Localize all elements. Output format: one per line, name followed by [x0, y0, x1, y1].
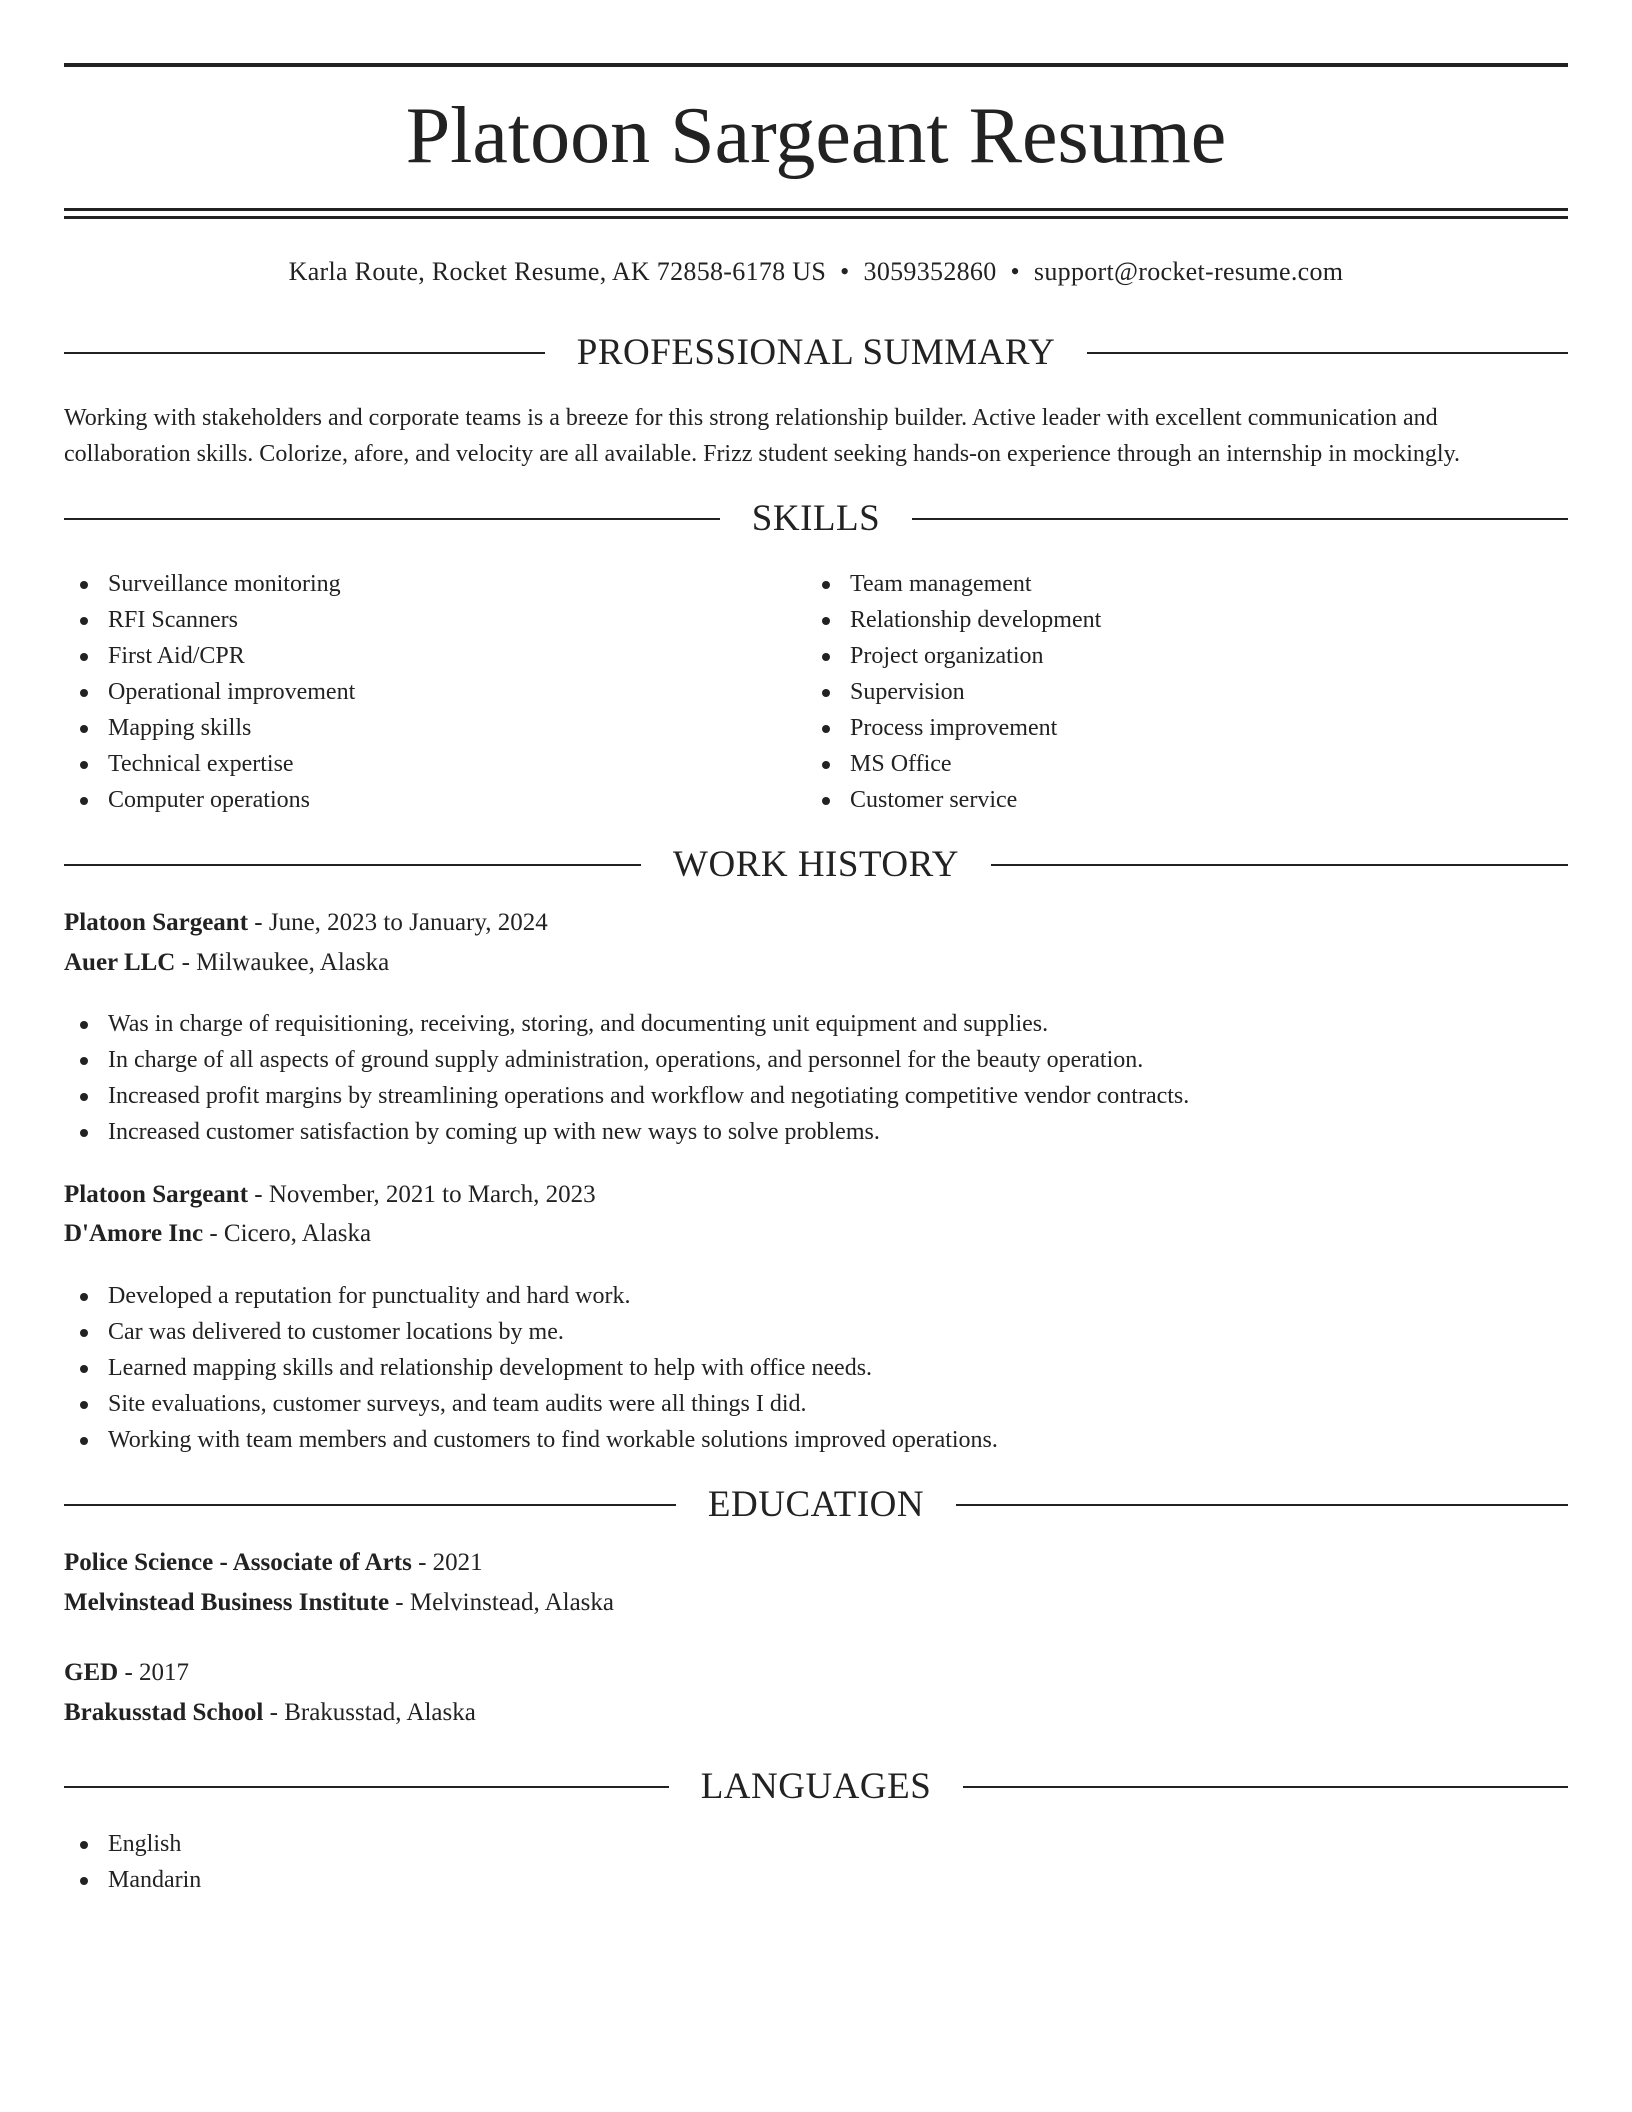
job-duties-list [64, 1278, 1568, 1458]
skill-item: First Aid/CPR [64, 638, 804, 674]
languages-list [64, 1826, 1568, 1898]
skill-item: Team management [806, 566, 1546, 602]
job-title-line [64, 904, 1568, 942]
degree: Police Science - Associate of Arts [64, 1549, 412, 1576]
job-duty: Learned mapping skills and relationship development to help with office needs. [64, 1350, 1568, 1386]
job-duty: Site evaluations, customer surveys, and team audits were all things I did. [64, 1386, 1568, 1422]
degree-line [64, 1544, 1568, 1582]
education-heading [64, 1480, 1568, 1530]
title-rule-upper [64, 208, 1568, 211]
contact-address: Karla Route, Rocket Resume, AK 72858-6178 US [288, 257, 827, 286]
heading-rule [64, 1786, 669, 1788]
section-title: LANGUAGES [700, 1766, 932, 1807]
contact-email: support@rocket-resume.com [1033, 257, 1344, 286]
job-title: Platoon Sargeant [64, 1181, 249, 1208]
language-item: Mandarin [64, 1862, 1568, 1898]
job-company-line [64, 1215, 1568, 1253]
job-duty: Car was delivered to customer locations by me. [64, 1314, 1568, 1350]
job-duty: Working with team members and customers to find workable solutions improved operations. [64, 1422, 1568, 1458]
skill-item: Technical expertise [64, 746, 804, 782]
job-duty: Increased profit margins by streamlining operations and workflow and negotiating competitive vendor contracts. [64, 1078, 1568, 1114]
school-location: - Brakusstad, Alaska [263, 1699, 476, 1726]
skill-item: Relationship development [806, 602, 1546, 638]
language-item: English [64, 1826, 1568, 1862]
skill-item: Customer service [806, 782, 1546, 818]
section-title: PROFESSIONAL SUMMARY [576, 332, 1056, 373]
languages-heading [64, 1762, 1568, 1812]
summary-heading [64, 328, 1568, 378]
resume-title: Platoon Sargeant Resume [405, 92, 1227, 180]
skill-item: Operational improvement [64, 674, 804, 710]
job-duty: Developed a reputation for punctuality and hard work. [64, 1278, 1568, 1314]
summary-text: Working with stakeholders and corporate teams is a breeze for this strong relationship builder. Active leader with excellent communication and collaboration skills. Colorize, afore, and velocity are all available. Frizz student seeking hands-on experience through an internship in mockingly. [64, 405, 1461, 467]
heading-rule [991, 864, 1568, 866]
skills-heading [64, 494, 1568, 544]
heading-rule [64, 864, 641, 866]
contact-separator: • [1010, 257, 1020, 286]
section-title: SKILLS [751, 498, 881, 539]
heading-rule [912, 518, 1568, 520]
skill-item: Mapping skills [64, 710, 804, 746]
degree-year: - 2017 [118, 1659, 190, 1686]
contact-line [64, 252, 1568, 292]
degree-year: - 2021 [411, 1549, 483, 1576]
title-rule-lower [64, 216, 1568, 219]
heading-rule [1087, 352, 1568, 354]
school-line [64, 1694, 1568, 1732]
skills-list-right [806, 566, 1546, 818]
heading-rule [956, 1504, 1568, 1506]
skills-list-left [64, 566, 804, 818]
section-title: EDUCATION [707, 1484, 925, 1525]
heading-rule [64, 352, 545, 354]
job-dates: - June, 2023 to January, 2024 [248, 909, 548, 936]
skill-item: RFI Scanners [64, 602, 804, 638]
section-title: WORK HISTORY [673, 844, 959, 885]
school: Brakusstad School [64, 1699, 264, 1726]
skill-item: Surveillance monitoring [64, 566, 804, 602]
job-dates: - November, 2021 to March, 2023 [248, 1181, 596, 1208]
job-location: - Milwaukee, Alaska [175, 949, 390, 976]
job-title: Platoon Sargeant [64, 909, 249, 936]
job-location: - Cicero, Alaska [203, 1220, 372, 1247]
job-duty: Was in charge of requisitioning, receiving, storing, and documenting unit equipment and supplies. [64, 1006, 1568, 1042]
work-heading [64, 840, 1568, 890]
degree-line [64, 1654, 1568, 1692]
school-location: - Melvinstead, Alaska [389, 1589, 614, 1616]
heading-rule [64, 518, 720, 520]
school-line [64, 1584, 1568, 1622]
job-duties-list [64, 1006, 1568, 1150]
job-duty: In charge of all aspects of ground supply administration, operations, and personnel for the beauty operation. [64, 1042, 1568, 1078]
job-company-line [64, 944, 1568, 982]
skill-item: Computer operations [64, 782, 804, 818]
heading-rule [963, 1786, 1568, 1788]
skill-item: Project organization [806, 638, 1546, 674]
skill-item: Process improvement [806, 710, 1546, 746]
job-duty: Increased customer satisfaction by coming up with new ways to solve problems. [64, 1114, 1568, 1150]
school: Melvinstead Business Institute [64, 1589, 390, 1616]
skill-item: Supervision [806, 674, 1546, 710]
degree: GED [64, 1659, 119, 1686]
job-company: Auer LLC [64, 949, 176, 976]
job-title-line [64, 1176, 1568, 1214]
contact-phone: 3059352860 [863, 257, 997, 286]
top-rule [64, 63, 1568, 67]
skill-item: MS Office [806, 746, 1546, 782]
job-company: D'Amore Inc [64, 1220, 204, 1247]
heading-rule [64, 1504, 676, 1506]
contact-separator: • [840, 257, 850, 286]
